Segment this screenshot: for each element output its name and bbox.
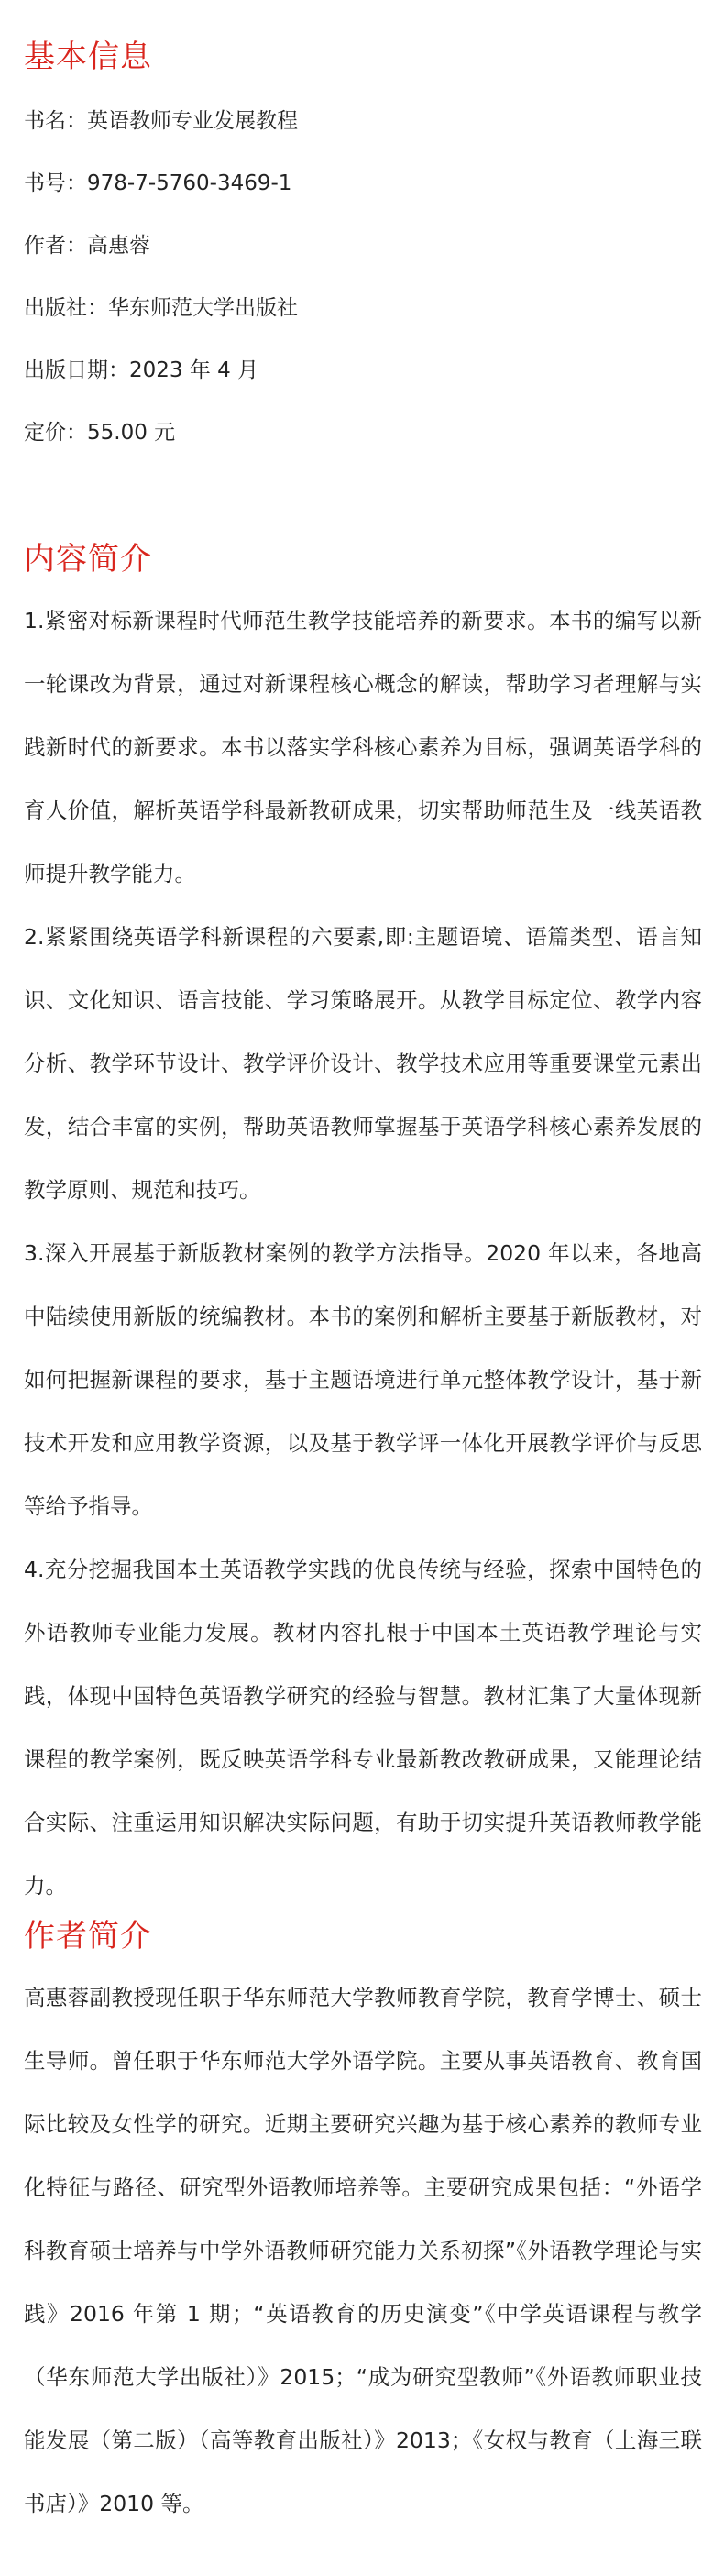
content-paragraph-3: 3.深入开展基于新版教材案例的教学方法指导。2020 年以来，各地高中陆续使用新版的统编教材。本书的案例和解析主要基于新版教材，对如何把握新课程的要求，基于主题语境进行单元整体教学设计，基于新技术开发和应用教学资源，以及基于教学评一体化开展教学评价与反思等给予指导。 xyxy=(24,1240,702,1519)
book-author: 作者：高惠蓉 xyxy=(24,234,150,258)
book-isbn: 书号：978-7-5760-3469-1 xyxy=(24,171,292,195)
content-paragraph-1: 1.紧密对标新课程时代师范生教学技能培养的新要求。本书的编写以新一轮课改为背景，通过对新课程核心概念的解读，帮助学习者理解与实践新时代的新要求。本书以落实学科核心素养为目标，强调英语学科的育人价值，解析英语学科最新教研成果，切实帮助师范生及一线英语教师提升教学能力。 xyxy=(24,608,702,886)
basic-info-heading: 基本信息 xyxy=(24,39,152,75)
content-intro-heading: 内容简介 xyxy=(24,541,152,578)
author-intro-heading: 作者简介 xyxy=(24,1918,152,1954)
content-paragraph-2: 2.紧紧围绕英语学科新课程的六要素,即:主题语境、语篇类型、语言知识、文化知识、语言技能、学习策略展开。从教学目标定位、教学内容分析、教学环节设计、教学评价设计、教学技术应用等重要课堂元素出发，结合丰富的实例，帮助英语教师掌握基于英语学科核心素养发展的教学原则、规范和技巧。 xyxy=(24,924,702,1203)
book-pub-date: 出版日期：2023 年 4 月 xyxy=(24,358,259,382)
content-paragraph-4: 4.充分挖掘我国本土英语教学实践的优良传统与经验，探索中国特色的外语教师专业能力发展。教材内容扎根于中国本土英语教学理论与实践，体现中国特色英语教学研究的经验与智慧。教材汇集了大量体现新课程的教学案例，既反映英语学科专业最新教改教研成果，又能理论结合实际、注重运用知识解决实际问题，有助于切实提升英语教师教学能力。 xyxy=(24,1557,702,1899)
author-paragraph: 高惠蓉副教授现任职于华东师范大学教师教育学院，教育学博士、硕士生导师。曾任职于华东师范大学外语学院。主要从事英语教育、教育国际比较及女性学的研究。近期主要研究兴趣为基于核心素养的教师专业化特征与路径、研究型外语教师培养等。主要研究成果包括：“外语学科教育硕士培养与中学外语教师研究能力关系初探”《外语教学理论与实践》2016 年第 1 期；“英语教育的历史演变”《中学英语课程与教学（华东师范大学出版社）》2015；“成为研究型教师”《外语教师职业技能发展（第二版）（高等教育出版社）》2013；《女权与教育（上海三联书店）》2010 等。 xyxy=(24,1985,702,2516)
book-price: 定价：55.00 元 xyxy=(24,421,176,445)
book-publisher: 出版社：华东师范大学出版社 xyxy=(24,296,298,320)
book-name: 书名：英语教师专业发展教程 xyxy=(24,109,298,133)
